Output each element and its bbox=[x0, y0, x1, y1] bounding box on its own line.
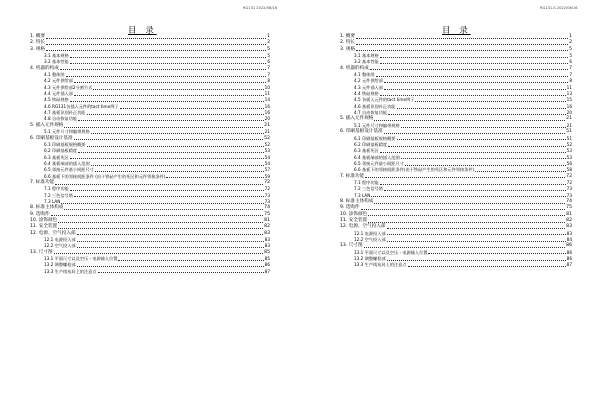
toc-entry-page: 21 bbox=[566, 116, 572, 122]
toc-entry-page: 87 bbox=[264, 268, 270, 274]
dot-leader bbox=[51, 215, 264, 216]
toc-entry-page: 1 bbox=[267, 34, 270, 39]
toc-entry-title: 4.4 元件插入部 bbox=[44, 91, 73, 97]
toc-entry-page: 84 bbox=[566, 237, 572, 242]
toc-entry-page: 72 bbox=[566, 173, 572, 179]
toc-entry-title: 4.1 整体图 bbox=[354, 72, 375, 78]
toc-entry-page: 57 bbox=[264, 167, 270, 173]
page-title: 目 录 bbox=[442, 26, 471, 36]
toc-entry-page: 5 bbox=[267, 46, 270, 52]
dot-leader bbox=[78, 120, 264, 121]
dot-leader bbox=[74, 95, 264, 96]
dot-leader bbox=[428, 253, 565, 254]
dot-leader bbox=[77, 234, 264, 235]
toc-entry-page: 83 bbox=[264, 237, 270, 242]
toc-entry-title: 4.6 RG131各插入元件的tact time例子 bbox=[44, 103, 119, 109]
dot-leader bbox=[387, 234, 566, 235]
toc-entry-title: 7.2 三色信号塔 bbox=[354, 186, 383, 192]
toc-entry-title: 7. 标准功能 bbox=[30, 179, 55, 185]
toc-entry[interactable] bbox=[30, 269, 270, 275]
toc-entry-title: 13. 尺寸图 bbox=[30, 249, 53, 255]
dot-leader bbox=[60, 69, 266, 70]
toc-entry-page: 6 bbox=[267, 59, 270, 65]
toc-entry-page: 21 bbox=[264, 122, 270, 128]
dot-leader bbox=[380, 63, 569, 64]
toc-entry-title: 10. 涂饰颜色 bbox=[340, 211, 368, 217]
dot-leader bbox=[95, 171, 264, 172]
toc-entry-page: 1 bbox=[569, 34, 572, 39]
dot-leader bbox=[368, 215, 565, 216]
toc-entry-page: 2 bbox=[267, 40, 270, 46]
toc-entry-page: 81 bbox=[264, 217, 270, 223]
toc-entry-page: 6 bbox=[569, 59, 572, 65]
toc-entry-page: 16 bbox=[264, 110, 270, 116]
toc-entry-title: 6.6 基板下的邻接间距条件(由于铁砧产生的死区和元件邻接条件) bbox=[354, 167, 475, 173]
dot-leader bbox=[46, 38, 266, 39]
toc-entry-page: 59 bbox=[264, 173, 270, 179]
toc-entry-page: 21 bbox=[264, 129, 270, 135]
dot-leader bbox=[384, 190, 566, 191]
toc-entry-page: 58 bbox=[566, 167, 572, 173]
toc-entry-title: 4.7 基板识别补正功能 bbox=[44, 110, 86, 116]
toc-entry-title: 13.2 调整螺栓部 bbox=[354, 256, 386, 262]
dot-leader bbox=[387, 228, 566, 229]
dot-leader bbox=[368, 222, 565, 223]
toc-entry-page: 5 bbox=[267, 53, 270, 59]
toc-entry-title: 4.6 基板识别补正功能 bbox=[354, 103, 396, 109]
toc-entry-title: 12.2 空气投入部 bbox=[44, 243, 76, 249]
toc-entry-page: 7 bbox=[569, 65, 572, 71]
toc-entry-page: 75 bbox=[264, 211, 270, 217]
toc-entry-title: 9. 选购件 bbox=[340, 205, 360, 211]
dot-leader bbox=[364, 247, 566, 248]
dot-leader bbox=[61, 203, 263, 204]
toc-entry-title: 13.1 平面尺寸以及空压・电源输入位置 bbox=[44, 256, 118, 262]
toc-entry-title: 6.2 印刷基板精度 bbox=[44, 148, 78, 154]
toc-entry-title: 7. 标准功能 bbox=[340, 173, 365, 179]
toc-entry-page: 86 bbox=[566, 249, 572, 255]
dot-leader bbox=[384, 133, 566, 134]
dot-leader bbox=[74, 196, 264, 197]
dot-leader bbox=[54, 253, 264, 254]
toc-entry-title: 4.8 自动恢复功能 bbox=[44, 116, 78, 122]
toc-entry-page: 56 bbox=[566, 160, 572, 166]
dot-leader bbox=[397, 108, 566, 109]
toc-entry-page: 16 bbox=[566, 103, 572, 109]
toc-entry-title: 12. 电源、空气投入部 bbox=[340, 224, 386, 230]
dot-leader bbox=[70, 63, 267, 64]
toc-entry-page: 83 bbox=[264, 230, 270, 236]
toc-entry-title: 6.4 基板端部的插入范围 bbox=[354, 154, 400, 160]
dot-leader bbox=[46, 44, 266, 45]
dot-leader bbox=[401, 127, 566, 128]
dot-leader bbox=[55, 184, 263, 185]
toc-entry-title: 7.1 程序功能 bbox=[354, 179, 379, 185]
toc-entry-page: 20 bbox=[264, 116, 270, 122]
dot-leader bbox=[70, 190, 264, 191]
toc-entry-title: 11. 安全装置 bbox=[340, 217, 368, 223]
toc-entry-title: 1. 概要 bbox=[30, 34, 46, 39]
dot-leader bbox=[384, 89, 566, 90]
toc-entry-title: 3.1 基本规格 bbox=[44, 53, 69, 59]
toc-entry-title: 8. 标准主体构成 bbox=[30, 205, 64, 211]
dot-leader bbox=[74, 139, 264, 140]
toc-entry-title: 6.1 印刷基板规格概要 bbox=[44, 141, 86, 147]
dot-leader bbox=[397, 139, 566, 140]
toc-entry-title: 6. 印刷基板设计基准 bbox=[340, 129, 383, 135]
table-of-contents bbox=[340, 34, 572, 269]
toc-entry-page: 7 bbox=[569, 72, 572, 78]
toc-entry-page: 54 bbox=[264, 160, 270, 166]
toc-entry-title: 7.2 三色信号塔 bbox=[44, 192, 73, 198]
toc-entry-title: 5.1 元件尺寸和编带规格 bbox=[354, 122, 400, 128]
toc-entry-page: 52 bbox=[566, 141, 572, 147]
dot-leader bbox=[64, 127, 263, 128]
dot-leader bbox=[77, 247, 264, 248]
toc-entry-title: 5. 插入元件规格 bbox=[30, 122, 64, 128]
dot-leader bbox=[380, 184, 566, 185]
toc-entry-title: 13.1 平面尺寸以及空压・电源输入位置 bbox=[354, 249, 428, 255]
dot-leader bbox=[70, 57, 267, 58]
toc-entry-page: 73 bbox=[264, 198, 270, 204]
toc-entry[interactable] bbox=[340, 262, 572, 268]
toc-entry-title: 7.3 LAN bbox=[44, 198, 61, 204]
toc-entry-title: 4.3 元件插入部 bbox=[354, 84, 383, 90]
toc-entry-page: 85 bbox=[264, 256, 270, 262]
toc-entry-title: 12.1 电源投入部 bbox=[44, 237, 76, 242]
dot-leader bbox=[408, 266, 566, 267]
toc-entry-page: 11 bbox=[566, 84, 572, 90]
dot-leader bbox=[77, 241, 264, 242]
dot-leader bbox=[380, 57, 569, 58]
dot-leader bbox=[58, 228, 263, 229]
dot-leader bbox=[87, 114, 264, 115]
toc-entry-page: 72 bbox=[264, 186, 270, 192]
toc-entry-title: 4.1 整体图 bbox=[44, 72, 65, 78]
toc-entry-title: 4.5 铁砧规格 bbox=[44, 97, 69, 103]
dot-leader bbox=[376, 76, 569, 77]
toc-entry-title: 2. 特长 bbox=[340, 40, 356, 46]
page-header: RG131-S 2022/08/16 bbox=[540, 6, 578, 10]
dot-leader bbox=[66, 76, 267, 77]
dot-leader bbox=[361, 209, 566, 210]
dot-leader bbox=[93, 89, 263, 90]
dot-leader bbox=[77, 266, 264, 267]
toc-entry-page: 73 bbox=[566, 192, 572, 198]
toc-entry-title: 6.3 基板死区 bbox=[354, 148, 379, 154]
toc-entry-page: 75 bbox=[566, 205, 572, 211]
toc-entry-title: 4. 机器的构成 bbox=[30, 65, 59, 71]
dot-leader bbox=[475, 171, 566, 172]
toc-entry-title: 3.1 基本规格 bbox=[354, 53, 379, 59]
toc-entry-page: 83 bbox=[566, 224, 572, 230]
dot-leader bbox=[356, 50, 568, 51]
toc-entry-title: 4.2 元件供给部 bbox=[354, 78, 383, 84]
toc-entry-title: 8. 标准主体构成 bbox=[340, 198, 374, 204]
toc-entry-title: 3. 规格 bbox=[30, 46, 46, 52]
toc-entry-page: 20 bbox=[566, 110, 572, 116]
toc-entry-page: 87 bbox=[566, 262, 572, 268]
toc-entry-page: 74 bbox=[566, 198, 572, 204]
toc-entry-title: 4.5 各插入元件的tact time例子 bbox=[354, 97, 415, 103]
toc-entry-title: 12.2 空气投入部 bbox=[354, 237, 386, 242]
dot-leader bbox=[387, 241, 566, 242]
dot-leader bbox=[371, 196, 565, 197]
toc-entry-page: 53 bbox=[566, 148, 572, 154]
toc-entry-title: 13.3 生产线布局上的注意点 bbox=[354, 262, 407, 268]
toc-entry-page: 8 bbox=[267, 78, 270, 84]
toc-entry-page: 82 bbox=[566, 217, 572, 223]
toc-entry-title: 5.1 元件尺寸和编带规格 bbox=[44, 129, 90, 135]
toc-entry-page: 53 bbox=[264, 148, 270, 154]
toc-entry-page: 2 bbox=[569, 40, 572, 46]
toc-entry-page: 52 bbox=[264, 141, 270, 147]
dot-leader bbox=[120, 108, 264, 109]
dot-leader bbox=[78, 152, 264, 153]
toc-entry-title: 6.5 邻接元件基小间距尺寸 bbox=[44, 167, 94, 173]
toc-entry-page: 13 bbox=[566, 91, 572, 97]
dot-leader bbox=[374, 120, 565, 121]
dot-leader bbox=[70, 158, 264, 159]
toc-entry-page: 74 bbox=[264, 205, 270, 211]
toc-entry-title: 2. 特长 bbox=[30, 40, 46, 46]
toc-entry-page: 21 bbox=[566, 122, 572, 128]
dot-leader bbox=[356, 38, 568, 39]
toc-entry-title: 4.7 自动恢复功能 bbox=[354, 110, 388, 116]
toc-entry-page: 7 bbox=[267, 72, 270, 78]
toc-entry-page: 72 bbox=[566, 179, 572, 185]
dot-leader bbox=[58, 222, 263, 223]
dot-leader bbox=[91, 165, 264, 166]
dot-leader bbox=[401, 158, 566, 159]
dot-leader bbox=[387, 260, 566, 261]
dot-leader bbox=[380, 95, 566, 96]
toc-entry-title: 7.3 LAN bbox=[354, 192, 371, 198]
toc-entry-page: 72 bbox=[264, 179, 270, 185]
toc-entry-title: 6. 印刷基板设计基准 bbox=[30, 135, 73, 141]
toc-entry-title: 13.2 调整螺栓部 bbox=[44, 262, 76, 268]
toc-entry-page: 10 bbox=[264, 84, 270, 90]
toc-entry-title: 9. 选购件 bbox=[30, 211, 50, 217]
toc-entry-title: 6.5 邻接元件最小间距尺寸 bbox=[354, 160, 404, 166]
toc-entry-title: 4.4 铁砧规格 bbox=[354, 91, 379, 97]
dot-leader bbox=[118, 260, 263, 261]
dot-leader bbox=[87, 146, 264, 147]
toc-entry-title: 5. 插入元件规格 bbox=[340, 116, 374, 122]
dot-leader bbox=[384, 82, 568, 83]
toc-entry-page: 11 bbox=[264, 91, 270, 97]
toc-entry-title: 6.3 基板死区 bbox=[44, 154, 69, 160]
toc-entry-page: 51 bbox=[566, 129, 572, 135]
toc-entry-page: 8 bbox=[569, 78, 572, 84]
page-title: 目 录 bbox=[128, 26, 157, 36]
toc-entry-title: 4. 机器的构成 bbox=[340, 65, 369, 71]
toc-entry-title: 12. 电源、空气投入部 bbox=[30, 230, 76, 236]
toc-entry-page: 83 bbox=[566, 230, 572, 236]
dot-leader bbox=[374, 203, 565, 204]
toc-entry-title: 6.6 基板下的邻接间距条件 (由于铁砧产生的死区和元件邻接条件) bbox=[44, 173, 166, 179]
toc-entry-page: 86 bbox=[566, 256, 572, 262]
toc-entry-page: 14 bbox=[264, 97, 270, 103]
toc-entry-page: 73 bbox=[264, 192, 270, 198]
toc-entry-page: 82 bbox=[264, 224, 270, 230]
page-header: RG131 2022/08/16 bbox=[243, 6, 277, 10]
dot-leader bbox=[380, 152, 566, 153]
toc-entry-page: 86 bbox=[264, 262, 270, 268]
toc-entry-page: 86 bbox=[566, 243, 572, 249]
toc-entry-title: 1. 概要 bbox=[340, 34, 356, 39]
toc-entry-title: 13. 尺寸图 bbox=[340, 243, 363, 249]
toc-entry-page: 16 bbox=[264, 103, 270, 109]
dot-leader bbox=[46, 50, 266, 51]
dot-leader bbox=[365, 177, 565, 178]
toc-entry-page: 52 bbox=[264, 135, 270, 141]
dot-leader bbox=[70, 101, 264, 102]
toc-entry-page: 85 bbox=[264, 249, 270, 255]
dot-leader bbox=[405, 165, 566, 166]
toc-entry-title: 11. 安全装置 bbox=[30, 224, 58, 230]
dot-leader bbox=[388, 114, 566, 115]
dot-leader bbox=[388, 146, 566, 147]
toc-entry-page: 5 bbox=[569, 53, 572, 59]
toc-entry-title: 3.2 基本性能 bbox=[44, 59, 69, 65]
toc-entry-title: 4.3 元件供给部2分割方式 bbox=[44, 84, 93, 90]
toc-entry-title: 13.3 生产线布局上的注意点 bbox=[44, 268, 97, 274]
toc-entry-page: 81 bbox=[566, 211, 572, 217]
toc-entry-title: 3. 规格 bbox=[340, 46, 356, 52]
toc-entry-page: 7 bbox=[267, 65, 270, 71]
dot-leader bbox=[74, 82, 266, 83]
dot-leader bbox=[91, 133, 264, 134]
toc-entry-page: 54 bbox=[264, 154, 270, 160]
toc-entry-title: 7.1 程序功能 bbox=[44, 186, 69, 192]
dot-leader bbox=[370, 69, 568, 70]
dot-leader bbox=[356, 44, 568, 45]
toc-entry-title: 6.2 印刷基板精度 bbox=[354, 141, 388, 147]
toc-entry-title: 10. 涂饰颜色 bbox=[30, 217, 58, 223]
toc-entry-page: 73 bbox=[566, 186, 572, 192]
dot-leader bbox=[415, 101, 565, 102]
toc-entry-page: 5 bbox=[569, 46, 572, 52]
table-of-contents bbox=[30, 34, 270, 275]
toc-entry-title: 12.1 电源投入部 bbox=[354, 230, 386, 236]
toc-entry-title: 6.1 印刷基板规格概要 bbox=[354, 135, 396, 141]
toc-entry-page: 51 bbox=[566, 135, 572, 141]
toc-entry-page: 53 bbox=[566, 154, 572, 160]
toc-entry-title: 4.2 元件供给部 bbox=[44, 78, 73, 84]
toc-entry-page: 15 bbox=[566, 97, 572, 103]
toc-entry-title: 6.4 基板端部的插入范围 bbox=[44, 160, 90, 166]
toc-entry-title: 3.2 基本性能 bbox=[354, 59, 379, 65]
dot-leader bbox=[98, 272, 264, 273]
dot-leader bbox=[64, 209, 263, 210]
toc-entry-page: 83 bbox=[264, 243, 270, 249]
dot-leader bbox=[166, 177, 263, 178]
toc-page-right bbox=[300, 0, 600, 413]
